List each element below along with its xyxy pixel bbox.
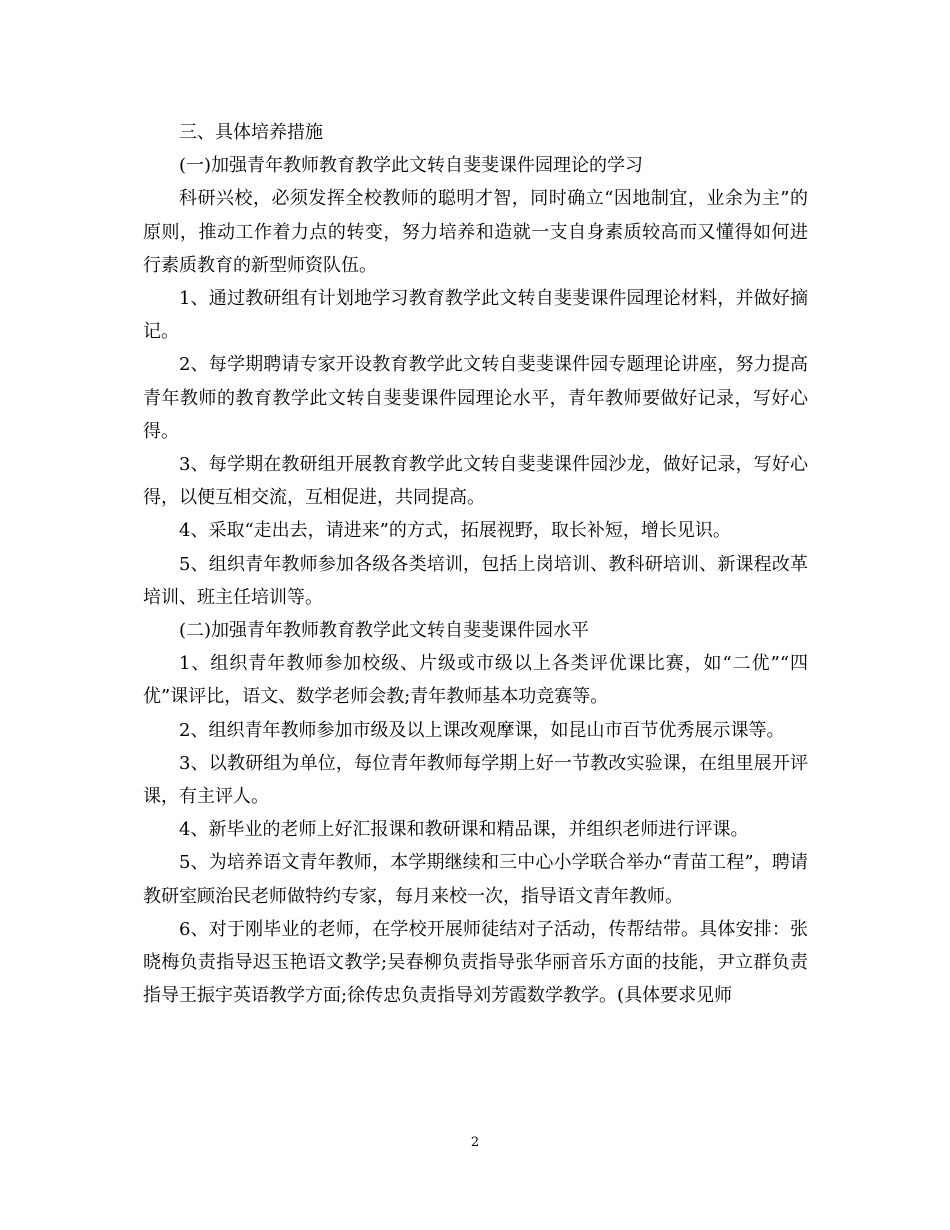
document-body (143, 116, 808, 1012)
list-item: 1、组织青年教师参加校级、片级或市级以上各类评优课比赛，如“二优”“四优”课评比，语文、数学老师会教;青年教师基本功竞赛等。 (143, 653, 808, 708)
section-heading: 三、具体培养措施 (179, 122, 323, 143)
subsection-heading: (一)加强青年教师教育教学此文转自斐斐课件园理论的学习 (179, 155, 644, 177)
list-item: 2、组织青年教师参加市级及以上课改观摩课，如昆山市百节优秀展示课等。 (179, 719, 785, 741)
list-item: 5、为培养语文青年教师，本学期继续和三中心小学联合举办“青苗工程”，聘请教研室顾治民老师做特约专家，每月来校一次，指导语文青年教师。 (143, 852, 808, 907)
list-item: 3、每学期在教研组开展教育教学此文转自斐斐课件园沙龙，做好记录，写好心得，以便互相交流，互相促进，共同提高。 (143, 454, 808, 509)
page-number: 2 (470, 1135, 480, 1150)
list-item: 4、采取“走出去，请进来”的方式，拓展视野，取长补短，增长见识。 (179, 520, 731, 542)
list-item: 1、通过教研组有计划地学习教育教学此文转自斐斐课件园理论材料，并做好摘记。 (143, 288, 808, 343)
list-item: 6、对于刚毕业的老师，在学校开展师徒结对子活动，传帮结带。具体安排：张晓梅负责指导迟玉艳语文教学;吴春柳负责指导张华丽音乐方面的技能，尹立群负责指导王振宇英语教学方面;徐传忠负责指导刘芳霞数学教学。(具体要求见师 (143, 918, 808, 1007)
list-item: 5、组织青年教师参加各级各类培训，包括上岗培训、教科研培训、新课程改革培训、班主任培训等。 (143, 553, 808, 608)
subsection-heading: (二)加强青年教师教育教学此文转自斐斐课件园水平 (179, 620, 590, 642)
paragraph: 科研兴校，必须发挥全校教师的聪明才智，同时确立“因地制宜，业余为主”的原则，推动工作着力点的转变，努力培养和造就一支自身素质较高而又懂得如何进行素质教育的新型师资队伍。 (143, 188, 808, 276)
list-item: 2、每学期聘请专家开设教育教学此文转自斐斐课件园专题理论讲座，努力提高青年教师的教育教学此文转自斐斐课件园理论水平，青年教师要做好记录，写好心得。 (143, 354, 808, 442)
list-item: 3、以教研组为单位，每位青年教师每学期上好一节教改实验课，在组里展开评课，有主评人。 (143, 752, 808, 808)
list-item: 4、新毕业的老师上好汇报课和教研课和精品课，并组织老师进行评课。 (179, 819, 749, 841)
